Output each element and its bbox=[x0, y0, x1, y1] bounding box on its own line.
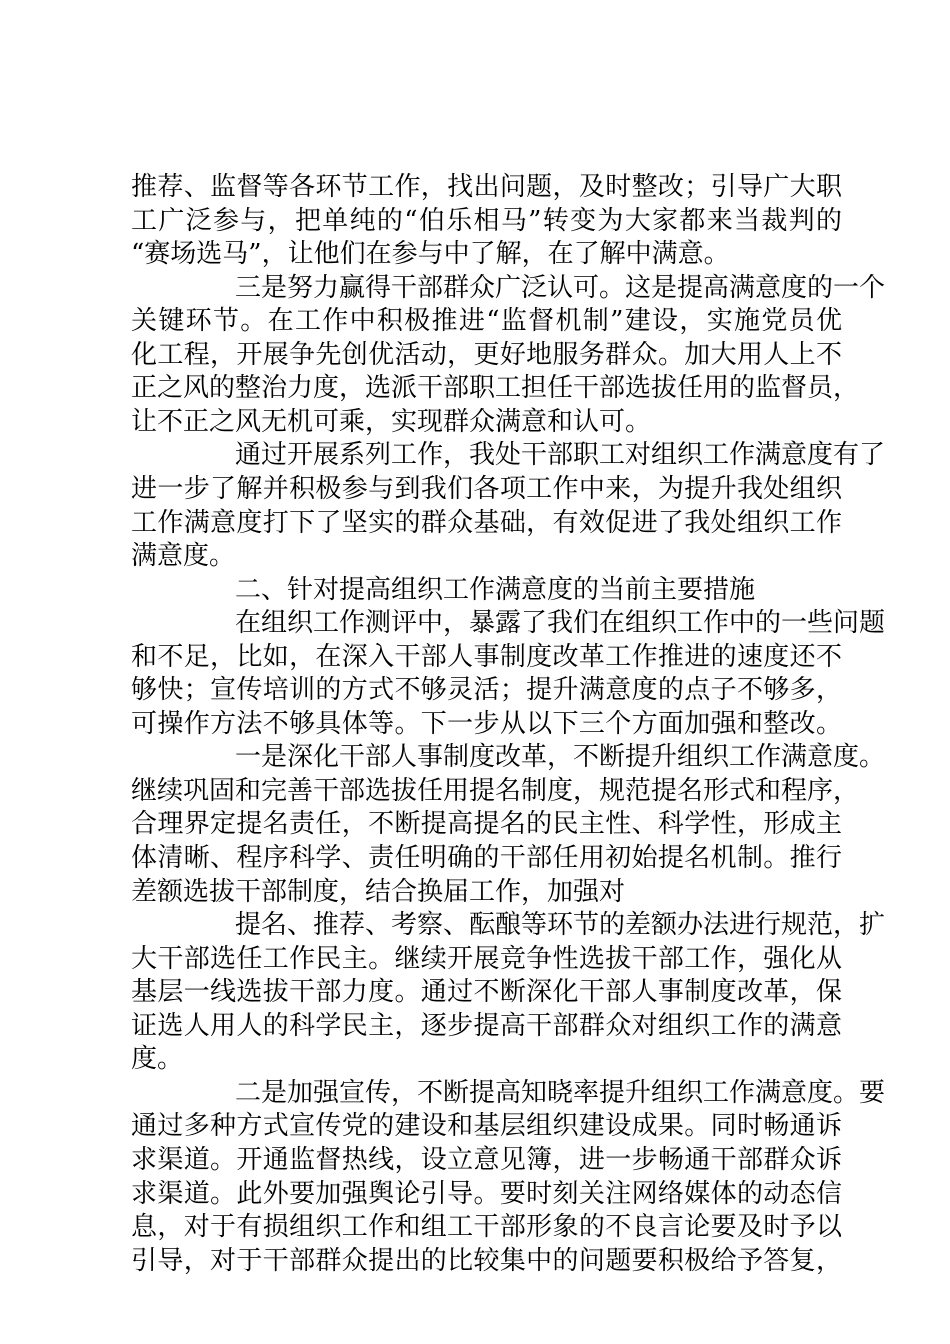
text-line bbox=[0, 1177, 950, 1211]
text-line bbox=[0, 438, 950, 472]
text-line-content: 证选人用人的科学民主，逐步提高干部群众对组织工作的满意 bbox=[131, 1010, 842, 1041]
text-line bbox=[0, 170, 950, 204]
text-line bbox=[0, 1109, 950, 1143]
text-line-content: 进一步了解并积极参与到我们各项工作中来，为提升我处组织 bbox=[131, 473, 842, 504]
text-line bbox=[0, 606, 950, 640]
text-line bbox=[0, 942, 950, 976]
text-line bbox=[0, 204, 950, 238]
text-line-content: 和不足，比如，在深入干部人事制度改革工作推进的速度还不 bbox=[131, 641, 842, 672]
text-line-content: “赛场选马”，让他们在参与中了解，在了解中满意。 bbox=[131, 239, 730, 270]
text-line-content: 通过开展系列工作，我处干部职工对组织工作满意度有了 bbox=[235, 440, 886, 471]
text-line bbox=[0, 405, 950, 439]
text-line-content: 继续巩固和完善干部选拔任用提名制度，规范提名形式和程序， bbox=[131, 775, 860, 806]
text-line bbox=[0, 807, 950, 841]
text-line bbox=[0, 875, 950, 909]
text-line-content: 体清晰、程序科学、责任明确的干部任用初始提名机制。推行 bbox=[131, 843, 842, 873]
text-line bbox=[0, 539, 950, 573]
text-line-content: 合理界定提名责任，不断提高提名的民主性、科学性，形成主 bbox=[131, 809, 842, 840]
text-line-content: 工广泛参与，把单纯的“伯乐相马”转变为大家都来当裁判的 bbox=[131, 205, 842, 236]
text-line-content: 三是努力赢得干部群众广泛认可。这是提高满意度的一个 bbox=[235, 272, 886, 303]
text-line bbox=[0, 338, 950, 372]
text-line-content: 差额选拔干部制度，结合换届工作，加强对 bbox=[131, 876, 626, 907]
text-line-content: 推荐、监督等各环节工作，找出问题，及时整改；引导广大职 bbox=[131, 172, 842, 202]
text-line bbox=[0, 673, 950, 707]
text-line bbox=[0, 640, 950, 674]
text-line-content: 二、针对提高组织工作满意度的当前主要措施 bbox=[235, 574, 756, 605]
text-line bbox=[0, 740, 950, 774]
text-line bbox=[0, 506, 950, 540]
text-line bbox=[0, 841, 950, 875]
text-line bbox=[0, 774, 950, 808]
text-line bbox=[0, 707, 950, 741]
text-line bbox=[0, 1244, 950, 1278]
text-line-content: 二是加强宣传，不断提高知晓率提升组织工作满意度。要 bbox=[235, 1077, 886, 1108]
text-line bbox=[0, 908, 950, 942]
text-line-content: 在组织工作测评中，暴露了我们在组织工作中的一些问题 bbox=[235, 608, 886, 639]
text-line bbox=[0, 1210, 950, 1244]
text-line-content: 提名、推荐、考察、酝酿等环节的差额办法进行规范，扩 bbox=[235, 910, 886, 941]
text-line bbox=[0, 975, 950, 1009]
text-line-content: 化工程，开展争先创优活动，更好地服务群众。加大用人上不 bbox=[131, 339, 842, 370]
text-line-content: 一是深化干部人事制度改革，不断提升组织工作满意度。 bbox=[235, 742, 886, 773]
text-line-content: 引导，对于干部群众提出的比较集中的问题要积极给予答复， bbox=[131, 1245, 842, 1276]
text-line bbox=[0, 304, 950, 338]
text-line-content: 大干部选任工作民主。继续开展竞争性选拔干部工作，强化从 bbox=[131, 943, 842, 974]
text-line-content: 关键环节。在工作中积极推进“监督机制”建设，实施党员优 bbox=[131, 306, 842, 337]
text-line-content: 工作满意度打下了坚实的群众基础，有效促进了我处组织工作 bbox=[131, 507, 842, 538]
text-line-content: 求渠道。开通监督热线，设立意见簿，进一步畅通干部群众诉 bbox=[131, 1144, 842, 1175]
text-line-content: 让不正之风无机可乘，实现群众满意和认可。 bbox=[131, 406, 652, 437]
text-line-content: 满意度。 bbox=[131, 541, 236, 572]
text-line-content: 基层一线选拔干部力度。通过不断深化干部人事制度改革，保 bbox=[131, 977, 842, 1008]
text-line-content: 求渠道。此外要加强舆论引导。要时刻关注网络媒体的动态信 bbox=[131, 1178, 842, 1209]
text-line bbox=[0, 573, 950, 607]
text-line bbox=[0, 1143, 950, 1177]
text-line-content: 可操作方法不够具体等。下一步从以下三个方面加强和整改。 bbox=[131, 708, 842, 739]
text-line-content: 度。 bbox=[131, 1044, 184, 1075]
text-line bbox=[0, 1042, 950, 1076]
text-line bbox=[0, 472, 950, 506]
text-line-content: 够快；宣传培训的方式不够灵活；提升满意度的点子不够多， bbox=[131, 675, 842, 706]
text-line bbox=[0, 371, 950, 405]
text-line bbox=[0, 237, 950, 271]
text-line bbox=[0, 1076, 950, 1110]
text-line-content: 通过多种方式宣传党的建设和基层组织建设成果。同时畅通诉 bbox=[131, 1111, 842, 1142]
text-line bbox=[0, 271, 950, 305]
text-line bbox=[0, 1009, 950, 1043]
text-line-content: 正之风的整治力度，选派干部职工担任干部选拔任用的监督员， bbox=[131, 373, 860, 404]
text-line-content: 息，对于有损组织工作和组工干部形象的不良言论要及时予以 bbox=[131, 1212, 842, 1243]
